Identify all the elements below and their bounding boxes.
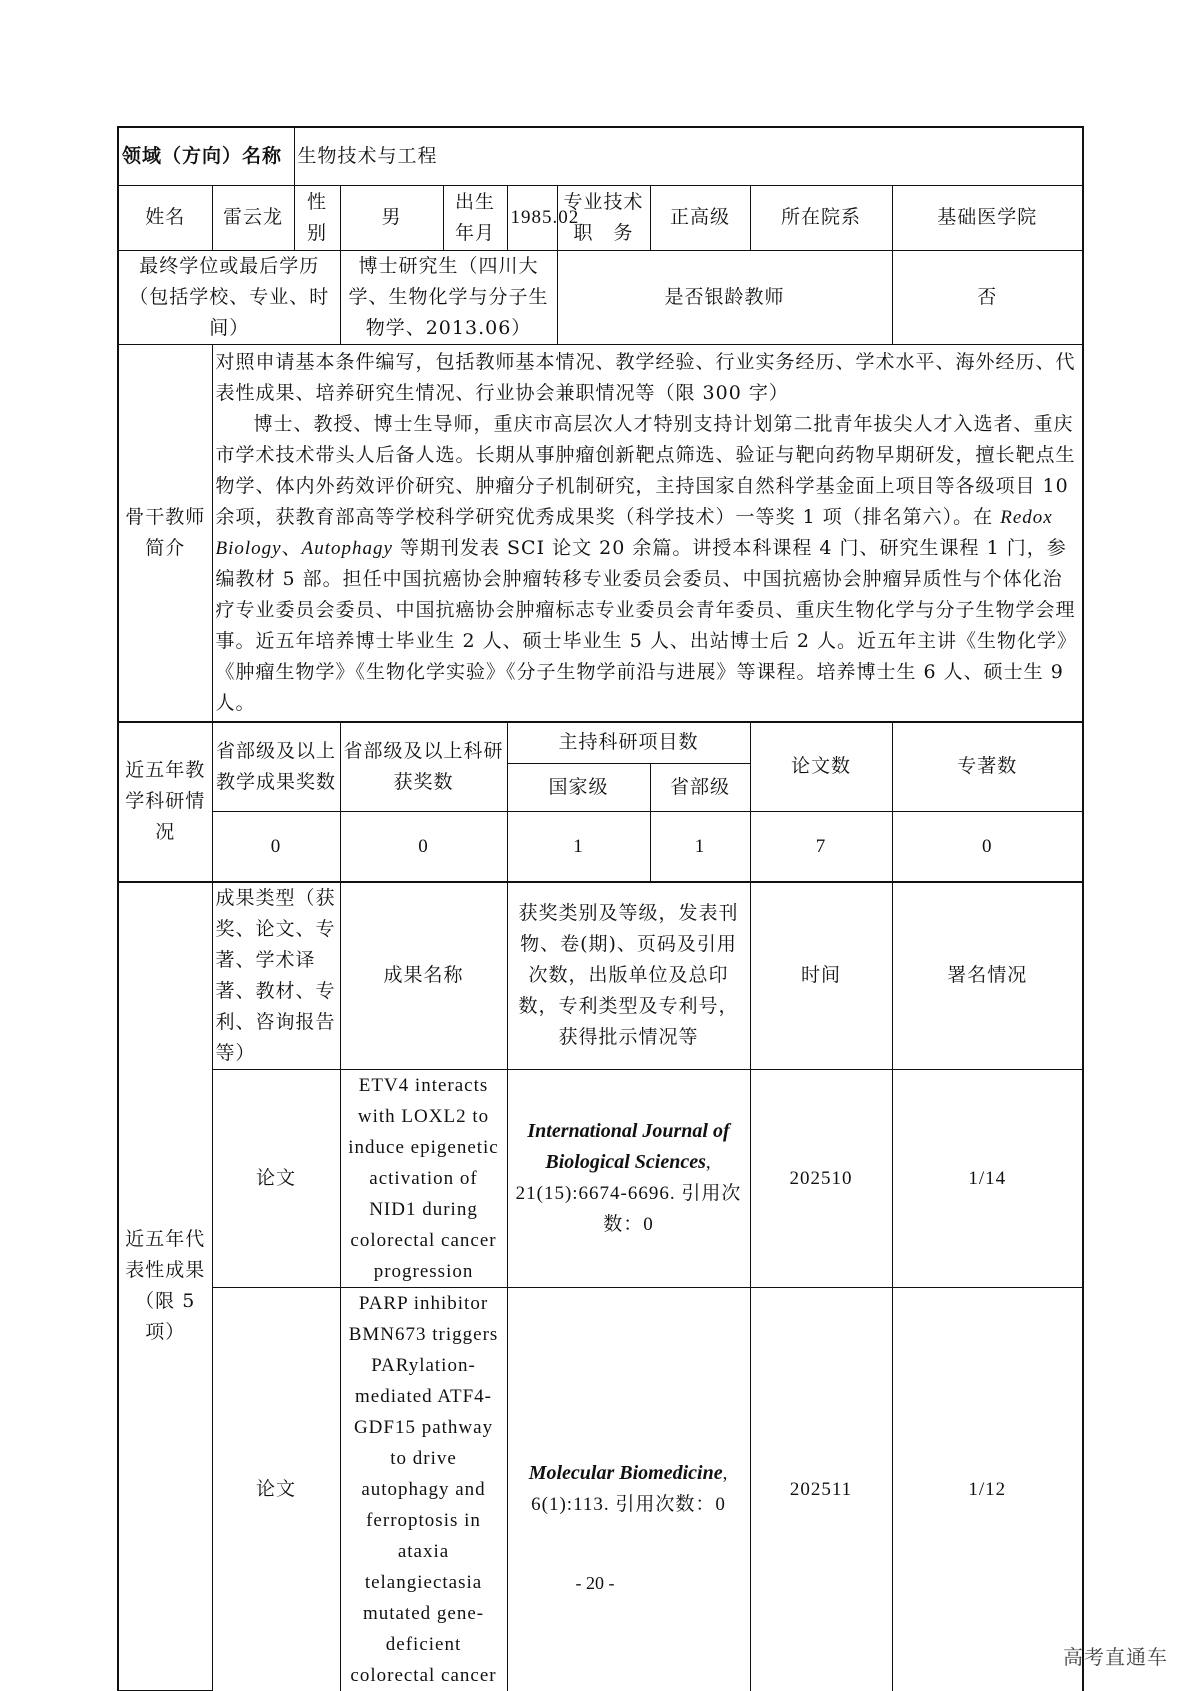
watermark-text: 高考直通车 [1063, 1645, 1168, 1669]
degree-value: 博士研究生（四川大学、生物化学与分子生物学、2013.06） [340, 250, 557, 344]
achievements-type-header: 成果类型（获奖、论文、专著、学术译著、教材、专利、咨询报告等） [212, 882, 340, 1070]
stats-books-value: 0 [892, 812, 1083, 882]
intro-content [212, 344, 1083, 722]
stats-papers-header: 论文数 [750, 722, 892, 812]
stats-national-value: 1 [507, 812, 650, 882]
senior-teacher-value: 否 [892, 250, 1083, 344]
birth-value: 1985.02 [507, 185, 557, 250]
journal-redox-biology: Redox Biology [215, 506, 1053, 559]
stats-provincial-value: 1 [650, 812, 750, 882]
achievement-author: 1/14 [892, 1069, 1083, 1287]
dept-label: 所在院系 [750, 185, 892, 250]
dept-value: 基础医学院 [892, 185, 1083, 250]
form-page [117, 126, 1082, 1691]
field-label: 领域（方向）名称 [118, 127, 294, 185]
achievement-detail: Molecular Biomedicine, 6(1):113. 引用次数：0 [507, 1287, 750, 1691]
achievements-name-header: 成果名称 [340, 882, 507, 1070]
name-label: 姓名 [118, 185, 212, 250]
achievement-name: PARP inhibitor BMN673 triggers PARylation-mediated ATF4-GDF15 pathway to drive autophagy and ferroptosis in ataxia telangiectasia mutated gene-deficient colorectal cancer [340, 1287, 507, 1691]
stats-teaching-award-header: 省部级及以上教学成果奖数 [212, 722, 340, 812]
page-number: - 20 - [575, 1573, 615, 1593]
achievement-type: 论文 [212, 1069, 340, 1287]
achievement-time: 202511 [750, 1287, 892, 1691]
achievements-author-header: 署名情况 [892, 882, 1083, 1070]
intro-label: 骨干教师简介 [118, 344, 212, 722]
gender-value: 男 [340, 185, 443, 250]
birth-label: 出生年月 [443, 185, 507, 250]
table-row [118, 1069, 1083, 1287]
intro-instruction: 对照申请基本条件编写，包括教师基本情况、教学经验、行业实务经历、学术水平、海外经历、代表性成果、培养研究生情况、行业协会兼职情况等（限 300 字） [215, 350, 1076, 404]
achievement-name: ETV4 interacts with LOXL2 to induce epigenetic activation of NID1 during colorectal cancer progression [340, 1069, 507, 1287]
senior-teacher-label: 是否银龄教师 [557, 250, 892, 344]
stats-research-award-value: 0 [340, 812, 507, 882]
title-label: 专业技术职 务 [557, 185, 650, 250]
name-value: 雷云龙 [212, 185, 294, 250]
achievements-detail-header: 获奖类别及等级，发表刊物、卷(期)、页码及引用次数，出版单位及总印数，专利类型及专利号，获得批示情况等 [507, 882, 750, 1070]
degree-label: 最终学位或最后学历（包括学校、专业、时间） [118, 250, 340, 344]
stats-papers-value: 7 [750, 812, 892, 882]
journal-autophagy: Autophagy [301, 537, 393, 559]
achievement-author: 1/12 [892, 1287, 1083, 1691]
stats-section-label: 近五年教学科研情况 [118, 722, 212, 882]
achievement-time: 202510 [750, 1069, 892, 1287]
stats-provincial-header: 省部级 [650, 764, 750, 812]
stats-research-award-header: 省部级及以上科研获奖数 [340, 722, 507, 812]
table-row [118, 1287, 1083, 1691]
achievements-section-label: 近五年代表性成果（限 5 项） [118, 882, 212, 1691]
field-value: 生物技术与工程 [294, 127, 1083, 185]
stats-projects-header: 主持科研项目数 [507, 722, 750, 764]
achievements-time-header: 时间 [750, 882, 892, 1070]
stats-books-header: 专著数 [892, 722, 1083, 812]
teacher-info-table [117, 126, 1084, 1691]
stats-teaching-award-value: 0 [212, 812, 340, 882]
stats-national-header: 国家级 [507, 764, 650, 812]
intro-body: 博士、教授、博士生导师，重庆市高层次人才特别支持计划第二批青年拔尖人才入选者、重庆市学术技术带头人后备人选。长期从事肿瘤创新靶点筛选、验证与靶向药物早期研发，擅长靶点生物学、体内外药效评价研究、肿瘤分子机制研究，主持国家自然科学基金面上项目等各级项目 10 余项，获教育部高等学校科学研究优秀成果奖（科学技术）一等奖 1 项（排名第六）。在 Redox Biology、Autophagy 等期刊发表 SCI 论文 20 余篇。讲授本科课程 4 门、研究生课程 1 门，参编教材 5 部。担任中国抗癌协会肿瘤转移专业委员会委员、中国抗癌协会肿瘤异质性与个体化治疗专业委员会委员、中国抗癌协会肿瘤标志专业委员会青年委员、重庆生物化学与分子生物学会理事。近五年培养博士毕业生 2 人、硕士毕业生 5 人、出站博士后 2 人。近五年主讲《生物化学》《肿瘤生物学》《生物化学实验》《分子生物学前沿与进展》等课程。培养博士生 6 人、硕士生 9 人。 [215, 412, 1078, 714]
achievement-detail: International Journal of Biological Sciences, 21(15):6674-6696. 引用次数：0 [507, 1069, 750, 1287]
title-value: 正高级 [650, 185, 750, 250]
gender-label: 性别 [294, 185, 340, 250]
achievement-type: 论文 [212, 1287, 340, 1691]
